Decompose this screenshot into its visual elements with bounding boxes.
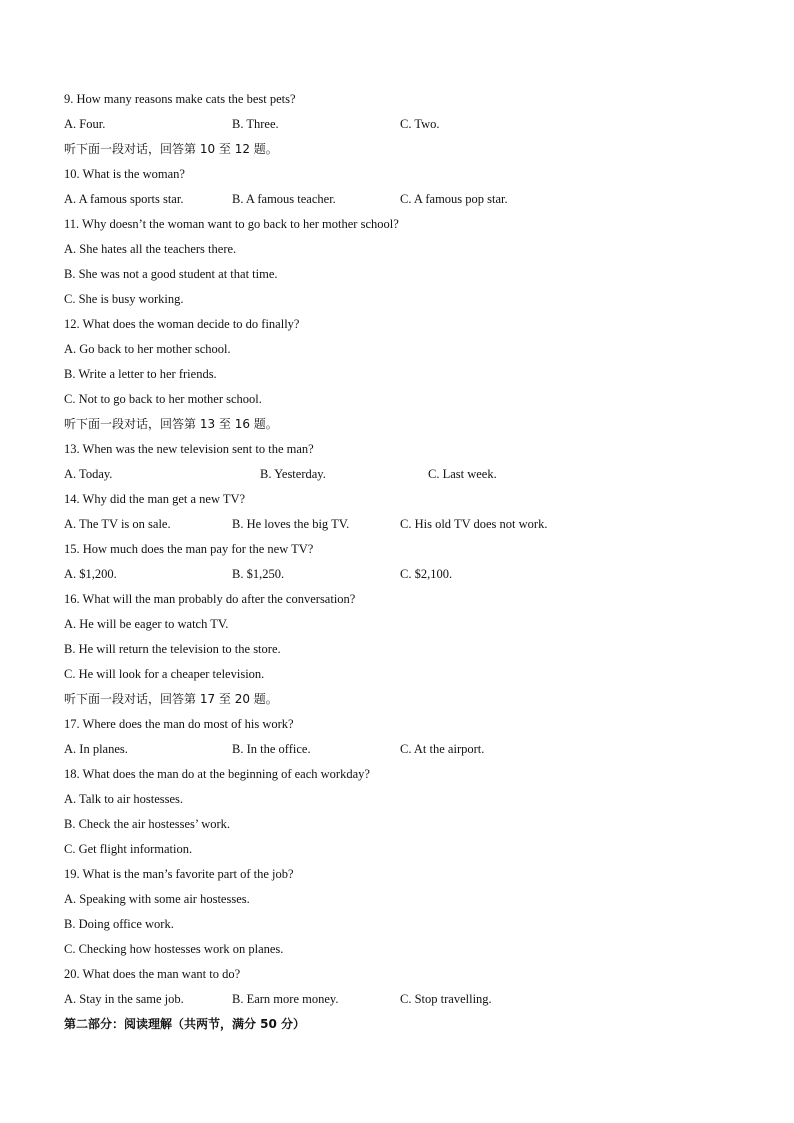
question-18-option-c: C. Get flight information.	[64, 842, 193, 856]
option-a: A. $1,200.	[64, 567, 117, 581]
option-a: A. The TV is on sale.	[64, 517, 171, 531]
dialogue-heading-10-12: 听下面一段对话，回答第 10 至 12 题。	[64, 142, 278, 156]
option-c: C. Stop travelling.	[400, 992, 492, 1006]
option-c: C. Last week.	[428, 467, 497, 481]
option-b: B. Earn more money.	[232, 992, 339, 1006]
question-15-options	[64, 562, 744, 587]
question-18-stem: 18. What does the man do at the beginning of each workday?	[64, 767, 370, 781]
option-b: B. A famous teacher.	[232, 192, 336, 206]
question-9-options	[64, 112, 744, 137]
question-16-option-a: A. He will be eager to watch TV.	[64, 617, 229, 631]
option-b: B. Yesterday.	[260, 467, 326, 481]
question-12-option-c: C. Not to go back to her mother school.	[64, 392, 262, 406]
option-a: A. Four.	[64, 117, 106, 131]
question-14-stem: 14. Why did the man get a new TV?	[64, 492, 246, 506]
option-a: A. In planes.	[64, 742, 128, 756]
question-19-option-a: A. Speaking with some air hostesses.	[64, 892, 250, 906]
question-11-stem: 11. Why doesn’t the woman want to go back to her mother school?	[64, 217, 399, 231]
question-19-option-c: C. Checking how hostesses work on planes.	[64, 942, 284, 956]
question-10-options	[64, 187, 744, 212]
option-c: C. $2,100.	[400, 567, 453, 581]
option-b: B. In the office.	[232, 742, 311, 756]
question-20-options	[64, 987, 744, 1012]
option-b: B. He loves the big TV.	[232, 517, 350, 531]
option-a: A. Today.	[64, 467, 113, 481]
question-15-stem: 15. How much does the man pay for the new TV?	[64, 542, 314, 556]
question-16-stem: 16. What will the man probably do after the conversation?	[64, 592, 356, 606]
question-13-stem: 13. When was the new television sent to the man?	[64, 442, 314, 456]
question-17-options	[64, 737, 744, 762]
question-12-stem: 12. What does the woman decide to do finally?	[64, 317, 300, 331]
option-a: A. Stay in the same job.	[64, 992, 184, 1006]
dialogue-heading-17-20: 听下面一段对话，回答第 17 至 20 题。	[64, 692, 278, 706]
question-11-option-b: B. She was not a good student at that time.	[64, 267, 278, 281]
option-b: B. $1,250.	[232, 567, 285, 581]
option-c: C. Two.	[400, 117, 440, 131]
question-16-option-b: B. He will return the television to the store.	[64, 642, 281, 656]
question-16-option-c: C. He will look for a cheaper television.	[64, 667, 265, 681]
option-b: B. Three.	[232, 117, 279, 131]
question-14-options	[64, 512, 744, 537]
section-title-reading: 第二部分：阅读理解（共两节，满分 50 分）	[64, 1017, 306, 1031]
question-10-stem: 10. What is the woman?	[64, 167, 185, 181]
option-c: C. At the airport.	[400, 742, 485, 756]
question-12-option-a: A. Go back to her mother school.	[64, 342, 231, 356]
question-18-option-b: B. Check the air hostesses’ work.	[64, 817, 231, 831]
option-a: A. A famous sports star.	[64, 192, 184, 206]
exam-page	[64, 87, 744, 1037]
question-11-option-a: A. She hates all the teachers there.	[64, 242, 237, 256]
option-c: C. His old TV does not work.	[400, 517, 548, 531]
question-19-option-b: B. Doing office work.	[64, 917, 174, 931]
question-20-stem: 20. What does the man want to do?	[64, 967, 241, 981]
question-17-stem: 17. Where does the man do most of his work?	[64, 717, 294, 731]
question-11-option-c: C. She is busy working.	[64, 292, 184, 306]
option-c: C. A famous pop star.	[400, 192, 508, 206]
question-18-option-a: A. Talk to air hostesses.	[64, 792, 184, 806]
question-12-option-b: B. Write a letter to her friends.	[64, 367, 217, 381]
dialogue-heading-13-16: 听下面一段对话，回答第 13 至 16 题。	[64, 417, 278, 431]
question-9-stem: 9. How many reasons make cats the best pets?	[64, 92, 296, 106]
question-13-options	[64, 462, 744, 487]
question-19-stem: 19. What is the man’s favorite part of the job?	[64, 867, 294, 881]
